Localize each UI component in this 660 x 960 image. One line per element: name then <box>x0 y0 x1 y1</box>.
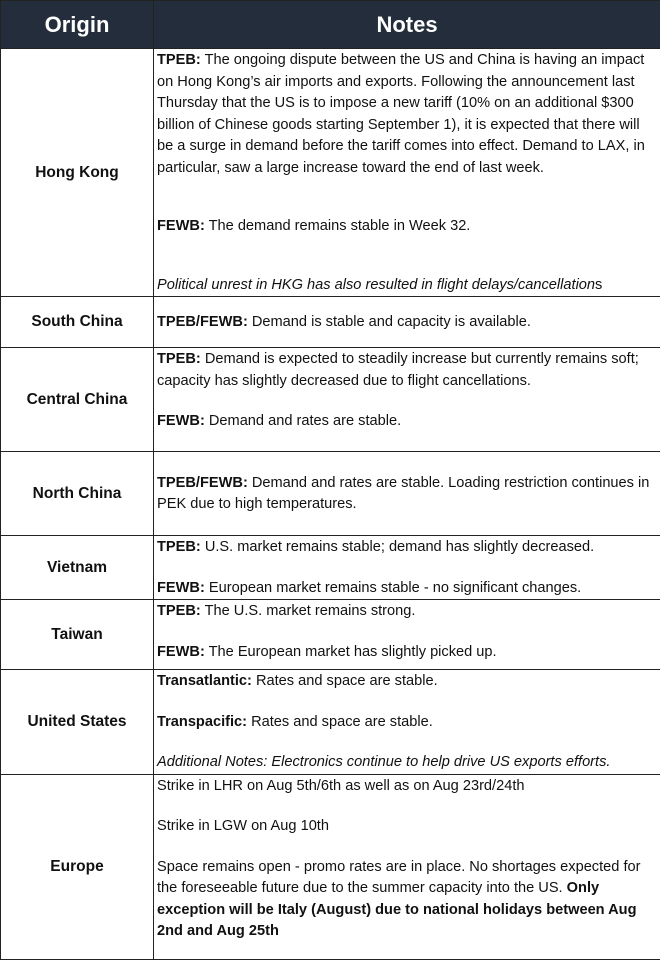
notes-cell <box>154 670 660 775</box>
note-text: European market remains stable - no significant changes. <box>205 580 581 596</box>
origin-cell: Hong Kong <box>1 49 154 297</box>
note-label: Transpacific: <box>157 714 247 730</box>
note-label: FEWB: <box>157 580 205 596</box>
note-text: The ongoing dispute between the US and China is having an impact on Hong Kong’s air imports and exports. Following the announcement last Thursday that the US is to impose a new tariff (10% on an additional $300 billion of Chinese goods starting September 1), it is expected that there will be a surge in demand before the tariff comes into effect. Demand to LAX, in particular, saw a large increase toward the end of last week. <box>157 52 645 176</box>
notes-cell <box>154 600 660 670</box>
note-paragraph <box>157 312 656 334</box>
note-text: Additional Notes: Electronics continue to help drive US exports efforts. <box>157 754 610 770</box>
notes-cell <box>154 348 660 452</box>
note-text: The European market has slightly picked up. <box>205 644 497 660</box>
origin-cell: Europe <box>1 774 154 959</box>
origin-cell: Central China <box>1 348 154 452</box>
note-label: TPEB: <box>157 351 201 367</box>
notes-cell <box>154 536 660 600</box>
origin-cell: North China <box>1 452 154 536</box>
origin-column-header: Origin <box>1 1 154 49</box>
origin-cell: Vietnam <box>1 536 154 600</box>
note-paragraph <box>157 473 656 516</box>
table-row <box>1 600 660 670</box>
note-text: Rates and space are stable. <box>247 714 433 730</box>
note-label: Transatlantic: <box>157 673 252 689</box>
note-paragraph <box>157 776 656 798</box>
note-label: TPEB/FEWB: <box>157 475 248 491</box>
note-paragraph <box>157 411 656 433</box>
origin-cell: South China <box>1 297 154 348</box>
note-paragraph <box>157 349 656 392</box>
note-text: Political unrest in HKG has also resulted in flight delays/cancellation <box>157 277 595 293</box>
note-text: s <box>595 277 602 293</box>
note-paragraph <box>157 857 656 943</box>
note-label: TPEB: <box>157 52 201 68</box>
table-row <box>1 348 660 452</box>
note-label: Only exception will be Italy (August) due to national holidays between Aug 2nd and Aug 25th <box>157 880 636 939</box>
notes-cell <box>154 452 660 536</box>
note-text: The U.S. market remains strong. <box>201 603 416 619</box>
note-paragraph <box>157 216 656 238</box>
note-text: Strike in LHR on Aug 5th/6th as well as on Aug 23rd/24th <box>157 778 525 794</box>
note-paragraph <box>157 752 656 774</box>
table-row <box>1 774 660 959</box>
note-label: FEWB: <box>157 218 205 234</box>
table-row <box>1 536 660 600</box>
note-paragraph <box>157 671 656 693</box>
note-label: FEWB: <box>157 413 205 429</box>
header-row <box>1 1 660 49</box>
note-text: Demand and rates are stable. <box>205 413 401 429</box>
notes-cell <box>154 297 660 348</box>
note-label: FEWB: <box>157 644 205 660</box>
note-paragraph <box>157 601 656 623</box>
origin-cell: United States <box>1 670 154 775</box>
table-row <box>1 452 660 536</box>
table-row <box>1 297 660 348</box>
note-text: Demand and rates are stable. Loading restriction continues in PEK due to high temperatures. <box>157 475 649 513</box>
notes-cell <box>154 774 660 959</box>
notes-column-header: Notes <box>154 1 660 49</box>
note-text: Rates and space are stable. <box>252 673 438 689</box>
note-paragraph <box>157 537 656 559</box>
note-text: U.S. market remains stable; demand has slightly decreased. <box>201 539 594 555</box>
note-text: Strike in LGW on Aug 10th <box>157 818 329 834</box>
note-text: Demand is stable and capacity is available. <box>248 314 531 330</box>
note-paragraph <box>157 578 656 600</box>
note-paragraph <box>157 50 656 179</box>
origin-cell: Taiwan <box>1 600 154 670</box>
note-paragraph <box>157 816 656 838</box>
note-text: The demand remains stable in Week 32. <box>205 218 471 234</box>
note-label: TPEB/FEWB: <box>157 314 248 330</box>
note-label: TPEB: <box>157 603 201 619</box>
note-text: Space remains open - promo rates are in place. No shortages expected for the foreseeable future due to the summer capacity into the US. <box>157 859 640 897</box>
note-paragraph <box>157 712 656 734</box>
note-label: TPEB: <box>157 539 201 555</box>
note-paragraph <box>157 275 656 297</box>
table-row <box>1 670 660 775</box>
note-paragraph <box>157 642 656 664</box>
table-row <box>1 49 660 297</box>
notes-cell <box>154 49 660 297</box>
note-text: Demand is expected to steadily increase but currently remains soft; capacity has slightly decreased due to flight cancellations. <box>157 351 639 389</box>
